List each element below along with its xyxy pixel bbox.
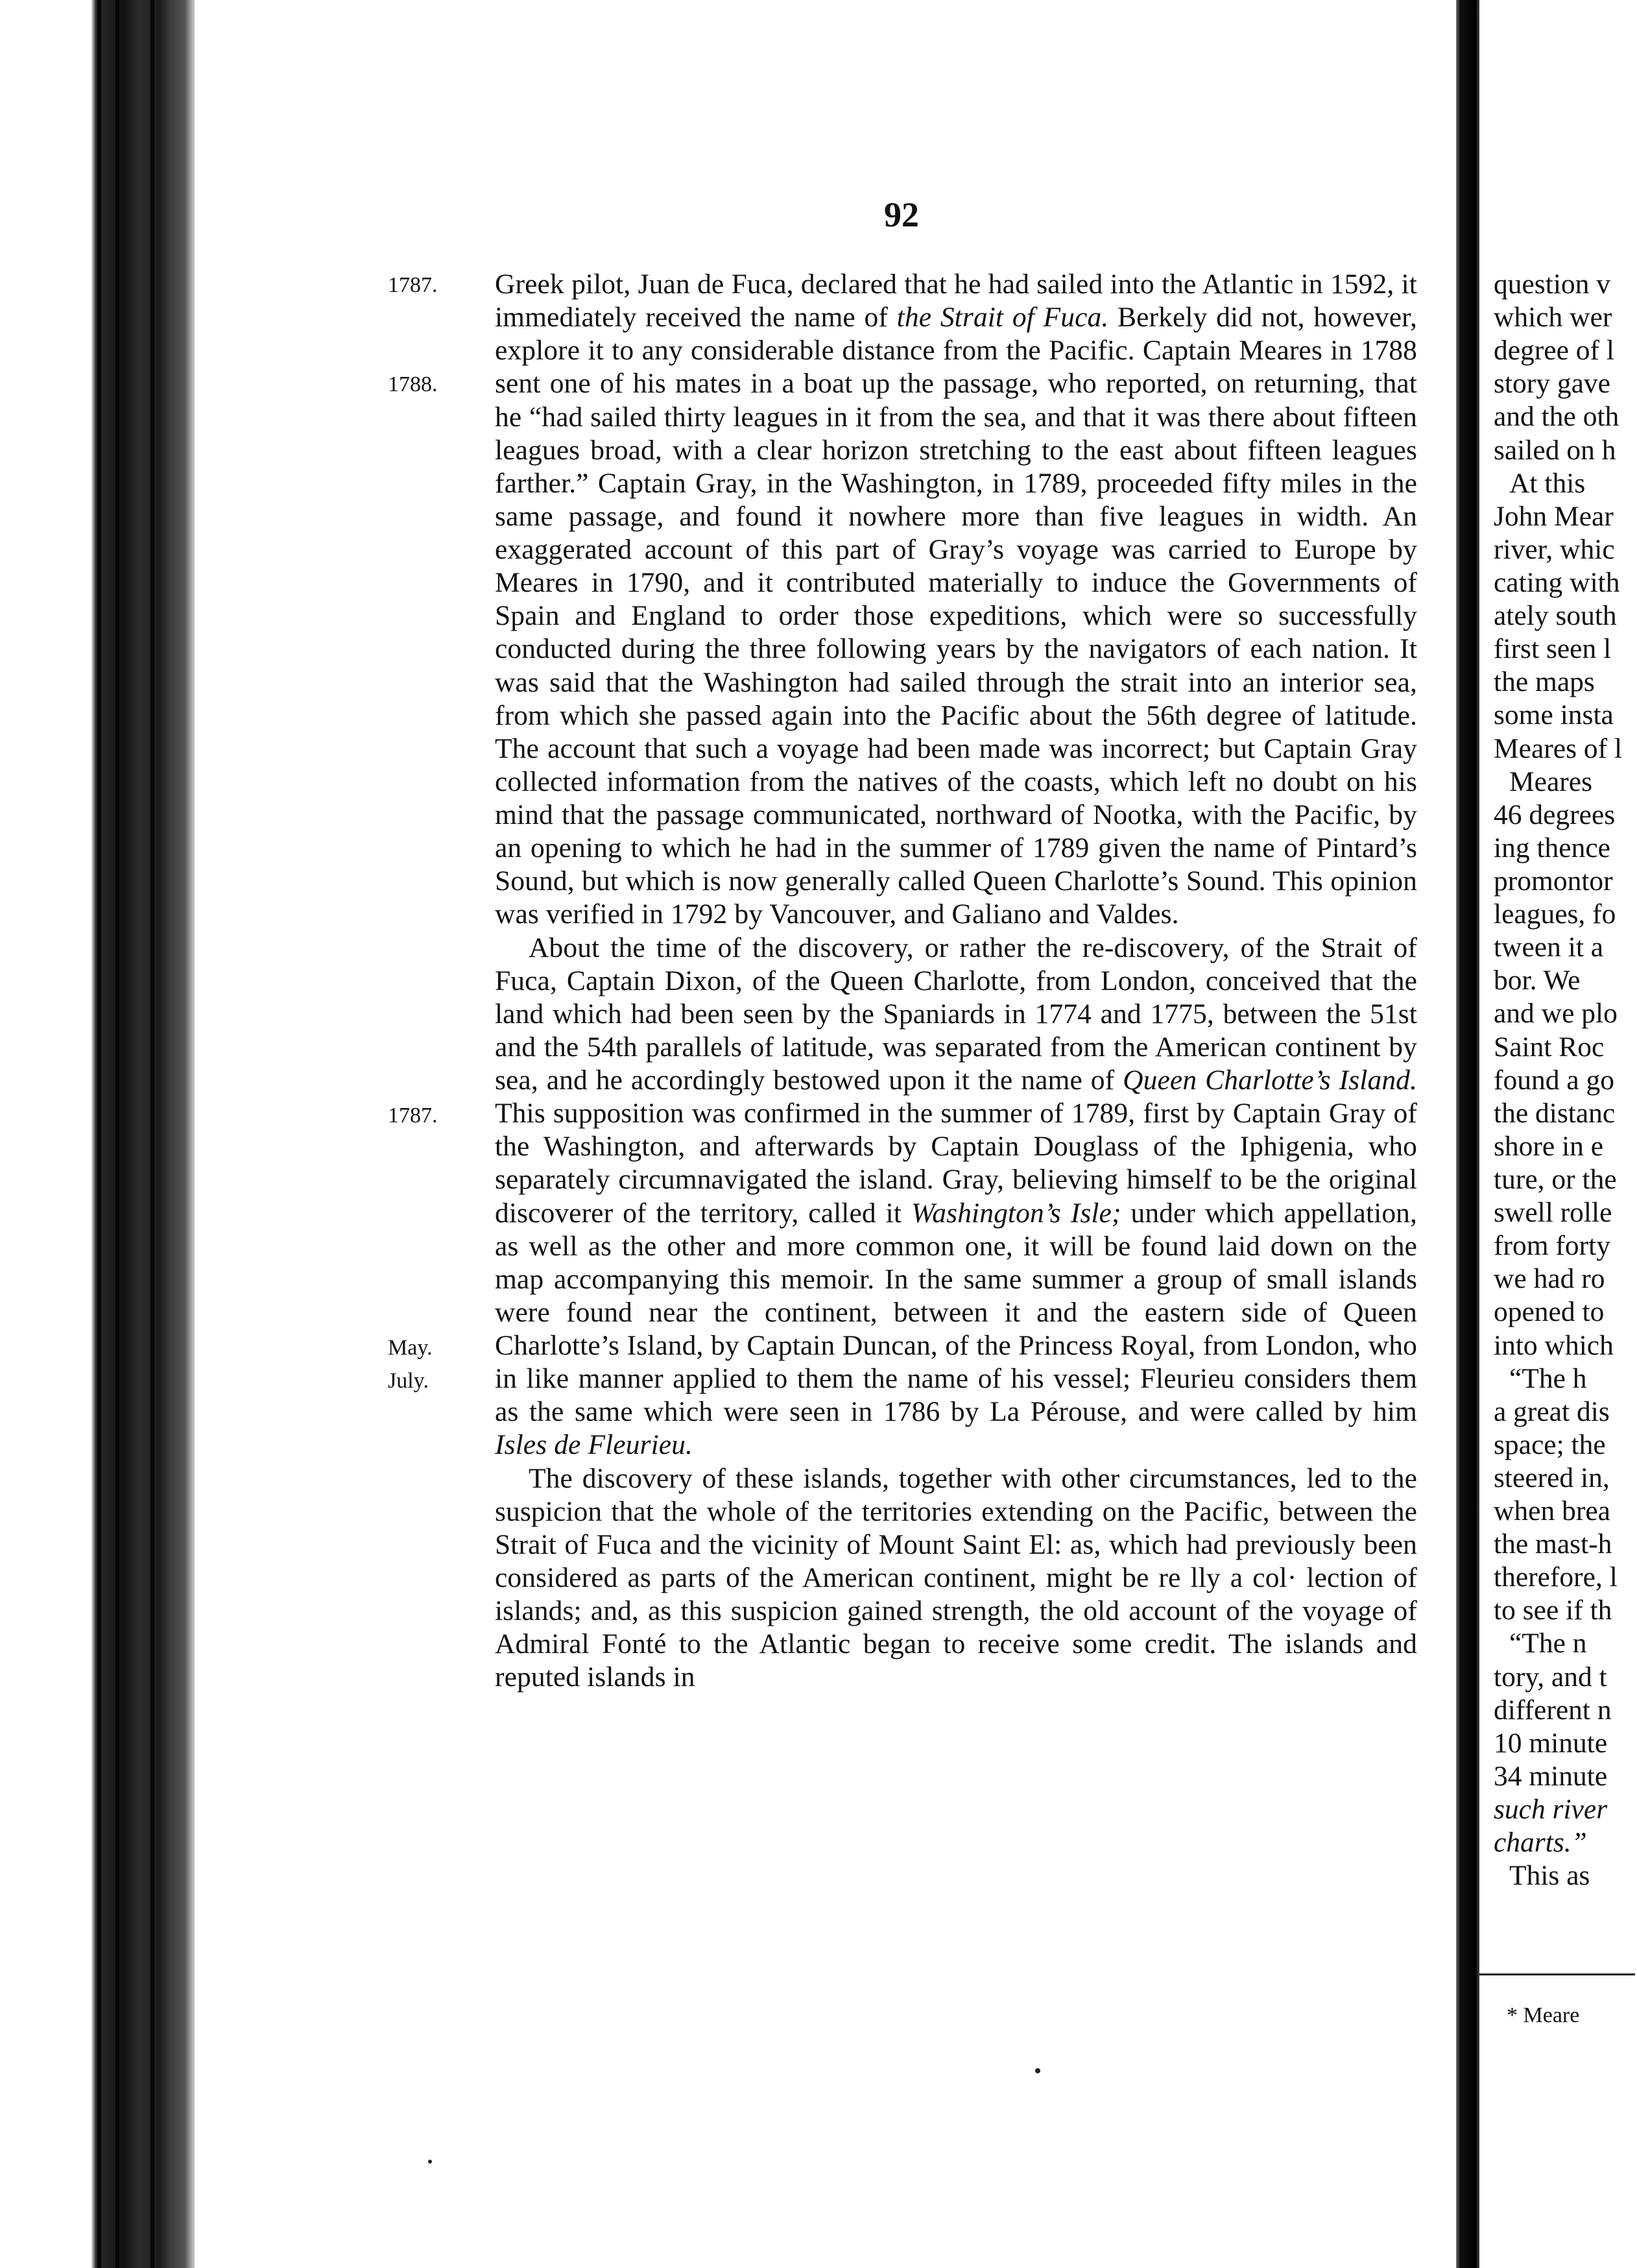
right-page-line: cating with <box>1494 566 1620 598</box>
text-run: Greek pilot, Juan de Fuca, declared that he had sailed into the Atlantic in 1592, it immediately received the name of <box>495 269 1417 333</box>
binding-stripe <box>97 0 101 2268</box>
right-page-line: 46 degrees <box>1494 799 1616 830</box>
margin-note-may: May. <box>388 1336 433 1360</box>
right-page-footnote: * Meare <box>1507 2003 1580 2027</box>
right-page-line: a great dis <box>1494 1395 1610 1427</box>
right-page-line: charts.” <box>1494 1827 1587 1859</box>
right-page-line: question v <box>1494 269 1611 300</box>
paragraph-strait-of-fuca <box>495 268 1417 932</box>
right-page-line: the mast-h <box>1494 1528 1612 1560</box>
right-page-line: river, whic <box>1494 533 1615 565</box>
binding-stripe <box>150 0 154 2268</box>
italic-isles-de-fleurieu: Isles de Fleurieu. <box>495 1429 693 1461</box>
right-page-line: found a go <box>1494 1064 1615 1096</box>
paragraph-queen-charlottes-island <box>495 932 1417 1462</box>
right-page-line: Meares <box>1509 766 1593 797</box>
margin-note-1787-second: 1787. <box>388 1104 438 1128</box>
right-page-line: leagues, fo <box>1494 899 1616 930</box>
text-run: This supposition was confirmed in the summer of 1789, first by Captain Gray of the Washington, and afterwards by Captain Douglass of the Iphigenia, who separately circumnavigated the island. Gray, believing himself to be the original discoverer of the territory, called it <box>495 1098 1417 1229</box>
margin-note-1788: 1788. <box>388 372 438 396</box>
italic-queen-charlottes-island: Queen Charlotte’s Island. <box>1123 1065 1417 1096</box>
right-page-line: to see if th <box>1494 1595 1612 1626</box>
right-page-line: and we plo <box>1494 998 1618 1030</box>
right-page-line: tween it a <box>1494 932 1604 963</box>
right-page-line: into which <box>1494 1329 1614 1361</box>
paragraph-discovery-of-islands <box>495 1462 1417 1695</box>
right-page-line: shore in e <box>1494 1130 1604 1162</box>
right-page-line: degree of l <box>1494 335 1614 367</box>
book-binding-edge <box>0 0 195 2268</box>
footnote-rule <box>1479 1973 1635 1975</box>
right-page-line: promontor <box>1494 865 1613 897</box>
right-page-line: we had ro <box>1494 1263 1605 1295</box>
right-page-text <box>1494 268 1637 1892</box>
text-run: About the time of the discovery, or rather the re-discovery, of the Strait of Fuca, Captain Dixon, of the Queen Charlotte, from London, conceived that the land which had been seen by the Spaniards in 1774 and 1775, between the 51st and the 54th parallels of latitude, was separated from the American continent by sea, and he accordingly bestowed upon it the name of <box>495 932 1417 1096</box>
right-page-line: swell rolle <box>1494 1197 1612 1229</box>
right-page-line: ture, or the <box>1494 1163 1617 1195</box>
right-page-line: steered in, <box>1494 1462 1610 1493</box>
right-page-line: first seen l <box>1494 633 1612 665</box>
main-text-column <box>495 268 1417 1694</box>
right-page-line: some insta <box>1494 699 1614 731</box>
right-page-line: bor. We <box>1494 965 1581 996</box>
binding-stripe <box>115 0 119 2268</box>
right-page-line: ing thence <box>1494 832 1610 863</box>
print-speck <box>428 2160 432 2164</box>
right-page-line: Meares of l <box>1494 732 1623 764</box>
right-page-line: ately south <box>1494 600 1617 632</box>
right-page-line: such river <box>1494 1794 1608 1826</box>
right-page-fragment <box>1479 0 1637 2268</box>
right-page-line: This as <box>1509 1860 1590 1892</box>
right-page-line: when brea <box>1494 1495 1610 1527</box>
right-page-line: story gave <box>1494 368 1610 400</box>
right-page-line: tory, and t <box>1494 1661 1607 1693</box>
margin-note-july: July. <box>388 1369 429 1393</box>
right-page-line: 10 minute <box>1494 1727 1608 1759</box>
page-number: 92 <box>884 195 919 234</box>
right-page-line: At this <box>1509 467 1586 499</box>
italic-washingtons-isle: Washington’s Isle; <box>911 1197 1121 1229</box>
right-page-line: therefore, l <box>1494 1562 1618 1593</box>
right-page-line: which wer <box>1494 302 1612 333</box>
right-page-line: opened to <box>1494 1296 1605 1328</box>
print-speck <box>1035 2068 1040 2073</box>
page-gutter <box>1456 0 1479 2268</box>
right-page-line: from forty <box>1494 1230 1610 1262</box>
text-run: Berkely did not, however, explore it to any considerable distance from the Pacific. Captain Meares in 1788 sent one of his mates in a boat up the passage, who reported, on returning, that he “had sailed thirty leagues in it from the sea, and that it was there about fifteen leagues broad, with a clear horizon stretching to the east about fifteen leagues farther.” Captain Gray, in the Washington, in 1789, proceeded fifty miles in the same passage, and found it nowhere more than five leagues in width. An exaggerated account of this part of Gray’s voyage was carried to Europe by Meares in 1790, and it contributed materially to induce the Governments of Spain and England to order those expeditions, which were so successfully conducted during the three following years by the navigators of each nation. It was said that the Washington had sailed through the strait into an interior sea, from which she passed again into the Pacific about the 56th degree of latitude. The account that such a voyage had been made was incorrect; but Captain Gray collected information from the natives of the coasts, which left no doubt on his mind that the passage communicated, northward of Nootka, with the Pacific, by an opening to which he had in the summer of 1789 given the name of Pintard’s Sound, but which is now generally called Queen Charlotte’s Sound. This opinion was verified in 1792 by Vancouver, and Galiano and Valdes. <box>495 302 1418 930</box>
margin-note-1787: 1787. <box>388 273 438 297</box>
text-run: The discovery of these islands, together with other circumstances, led to the suspicion that the whole of the territories extending on the Pacific, between the Strait of Fuca and the vicinity of Mount Saint El: as, which had previously been considered as parts of the American continent, might be re lly a col· lection of islands; and, as this suspicion gained strength, the old account of the voyage of Admiral Fonté to the Atlantic began to receive some credit. The islands and reputed islands in <box>495 1462 1417 1693</box>
right-page-line: sailed on h <box>1494 434 1616 466</box>
right-page-line: and the oth <box>1494 401 1619 433</box>
right-page-line: the distanc <box>1494 1097 1616 1129</box>
right-page-line: 34 minute <box>1494 1760 1608 1792</box>
right-page-line: “The h <box>1509 1362 1587 1394</box>
right-page-line: Saint Roc <box>1494 1031 1605 1063</box>
right-page-line: “The n <box>1509 1628 1587 1659</box>
right-page-line: John Mear <box>1494 500 1614 532</box>
right-page-line: different n <box>1494 1694 1612 1726</box>
italic-strait-of-fuca: the Strait of Fuca. <box>896 302 1109 333</box>
right-page-line: the maps <box>1494 666 1595 698</box>
text-run: under which appellation, as well as the other and more common one, it will be found laid down on the map accompanying this memoir. In the same summer a group of small islands were found near the continent, between it and the eastern side of Queen Charlotte’s Island, by Captain Duncan, of the Princess Royal, from London, who in like manner applied to them the name of his vessel; Fleurieu considers them as the same which were seen in 1786 by La Pérouse, and were called by him <box>495 1197 1418 1428</box>
right-page-line: space; the <box>1494 1429 1606 1460</box>
